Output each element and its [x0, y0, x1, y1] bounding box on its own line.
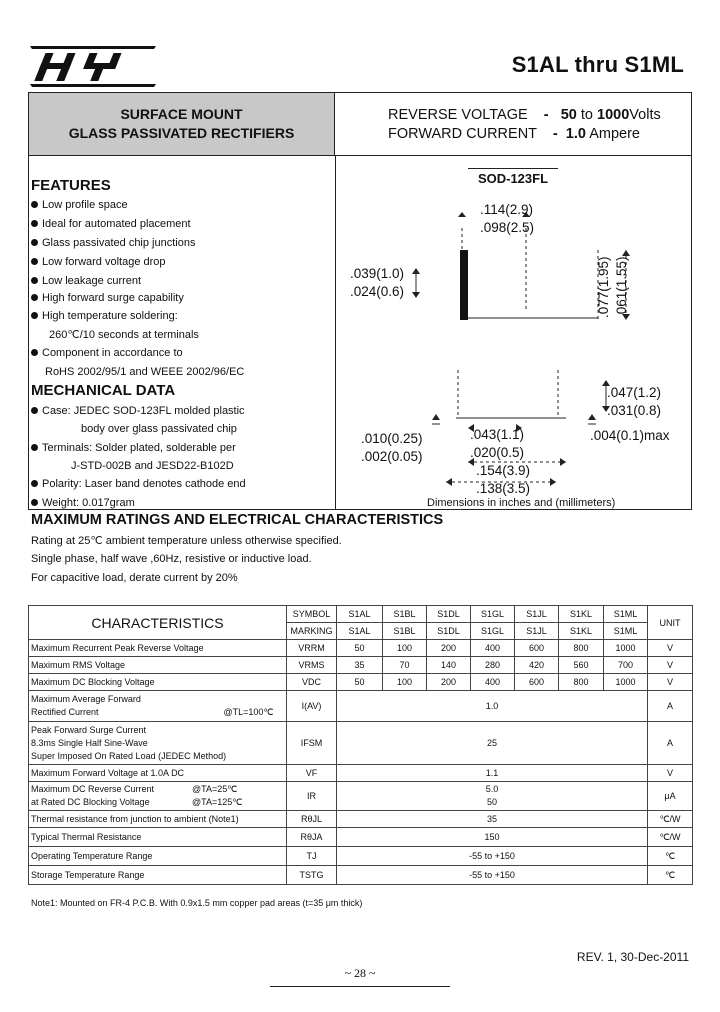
part-header: S1ML	[604, 606, 648, 623]
row-value: 280	[471, 657, 515, 674]
row-desc: Maximum Average Forward Rectified Current @TL=100℃	[29, 691, 287, 722]
page-number: ~ 28 ~	[344, 966, 376, 980]
ratings-summary-box	[335, 93, 691, 156]
bullet-icon	[31, 444, 38, 451]
row-desc: Operating Temperature Range	[29, 847, 287, 866]
row-symbol: VRRM	[287, 640, 337, 657]
feature-item: Low forward voltage drop	[31, 256, 166, 268]
bullet-icon	[31, 407, 38, 414]
feature-item-cont: RoHS 2002/95/1 and WEEE 2002/96/EC	[45, 366, 245, 378]
dim-height-max: .047(1.2)	[607, 385, 662, 400]
bullet-icon	[31, 258, 38, 265]
marking-cell: S1BL	[383, 623, 427, 640]
row-desc: Storage Temperature Range	[29, 866, 287, 885]
row-unit: ℃/W	[648, 828, 693, 847]
row-value: 100	[383, 640, 427, 657]
part-header: S1GL	[471, 606, 515, 623]
row-unit: V	[648, 657, 693, 674]
row-desc: Maximum RMS Voltage	[29, 657, 287, 674]
fc-dash: -	[552, 126, 558, 142]
part-header: S1DL	[427, 606, 471, 623]
fc-value: 1.0	[565, 126, 586, 142]
part-header: S1BL	[383, 606, 427, 623]
package-name: SOD-123FL	[468, 168, 558, 186]
bullet-icon	[31, 277, 38, 284]
table-row	[29, 674, 693, 691]
table-header-row	[29, 606, 693, 623]
rv-unit: Volts	[629, 107, 661, 123]
fc-unit: Ampere	[589, 126, 640, 142]
dim-overall-max: .154(3.9)	[476, 463, 531, 478]
features-title: FEATURES	[31, 177, 111, 194]
row-desc: Thermal resistance from junction to ambient (Note1)	[29, 811, 287, 828]
row-symbol: VRMS	[287, 657, 337, 674]
table-row	[29, 657, 693, 674]
dim-band-max: .039(1.0)	[350, 266, 405, 281]
page-number-rule	[270, 986, 450, 987]
row-value: 1.1	[337, 765, 648, 782]
marking-cell: S1KL	[559, 623, 604, 640]
row-value: 200	[427, 674, 471, 691]
table-row	[29, 640, 693, 657]
marking-cell: S1AL	[337, 623, 383, 640]
row-value: -55 to +150	[337, 847, 648, 866]
marking-cell: S1JL	[515, 623, 559, 640]
row-unit: ℃	[648, 847, 693, 866]
rv-label: REVERSE VOLTAGE	[388, 107, 528, 123]
table-row	[29, 782, 693, 811]
feature-item: High temperature soldering:	[31, 310, 178, 322]
unit-header: UNIT	[648, 606, 693, 640]
row-value: 70	[383, 657, 427, 674]
row-value: 400	[471, 674, 515, 691]
marking-cell: S1DL	[427, 623, 471, 640]
forward-current-line	[388, 126, 640, 142]
row-value: -55 to +150	[337, 866, 648, 885]
row-symbol: VF	[287, 765, 337, 782]
table-row	[29, 765, 693, 782]
mechanical-item: Case: JEDEC SOD-123FL molded plastic	[31, 405, 245, 417]
rv-dash: -	[543, 107, 549, 123]
table-row	[29, 847, 693, 866]
mechanical-item-cont: body over glass passivated chip	[81, 423, 237, 435]
row-value: 1000	[604, 640, 648, 657]
dimensions-note: Dimensions in inches and (millimeters)	[427, 497, 616, 509]
row-symbol: VDC	[287, 674, 337, 691]
part-header: S1KL	[559, 606, 604, 623]
row-value: 150	[337, 828, 648, 847]
product-type-line2: GLASS PASSIVATED RECTIFIERS	[68, 125, 295, 141]
footnote: Note1: Mounted on FR-4 P.C.B. With 0.9x1.5 mm copper pad areas (t=35 μm thick)	[31, 898, 363, 908]
ratings-line: Single phase, half wave ,60Hz, resistive or inductive load.	[31, 553, 312, 565]
dim-width-min: .061(1.55)	[614, 256, 629, 318]
feature-item-cont: 260℃/10 seconds at terminals	[49, 329, 199, 341]
characteristics-table	[28, 605, 693, 885]
row-value: 200	[427, 640, 471, 657]
dim-lead-thick-max: .010(0.25)	[361, 431, 423, 446]
row-value: 400	[471, 640, 515, 657]
ratings-line: For capacitive load, derate current by 20%	[31, 572, 238, 584]
symbol-header: SYMBOL	[287, 606, 337, 623]
row-desc: Typical Thermal Resistance	[29, 828, 287, 847]
part-header: S1JL	[515, 606, 559, 623]
mechanical-item: Weight: 0.017gram	[31, 497, 135, 509]
mechanical-title: MECHANICAL DATA	[31, 382, 176, 399]
row-value: 700	[604, 657, 648, 674]
mechanical-item-cont: J-STD-002B and JESD22-B102D	[71, 460, 234, 472]
bullet-icon	[31, 201, 38, 208]
row-value: 800	[559, 674, 604, 691]
bullet-icon	[31, 294, 38, 301]
row-desc: Maximum Forward Voltage at 1.0A DC	[29, 765, 287, 782]
characteristics-header: CHARACTERISTICS	[29, 606, 287, 640]
dim-body-length-max: .114(2.9)	[480, 202, 534, 217]
row-value: 1.0	[337, 691, 648, 722]
row-value: 50	[337, 640, 383, 657]
table-row	[29, 828, 693, 847]
bullet-icon	[31, 312, 38, 319]
bullet-icon	[31, 220, 38, 227]
fc-label: FORWARD CURRENT	[388, 126, 537, 142]
row-value: 800	[559, 640, 604, 657]
marking-cell: S1GL	[471, 623, 515, 640]
row-symbol: TJ	[287, 847, 337, 866]
table-row	[29, 811, 693, 828]
row-unit: V	[648, 765, 693, 782]
dim-overall-min: .138(3.5)	[476, 481, 531, 496]
row-value: 100	[383, 674, 427, 691]
row-symbol: I(AV)	[287, 691, 337, 722]
ratings-line: Rating at 25℃ ambient temperature unless otherwise specified.	[31, 535, 342, 547]
table-row	[29, 691, 693, 722]
row-value: 50	[337, 674, 383, 691]
dim-lead-len-max: .043(1.1)	[470, 427, 525, 442]
row-desc: Maximum Recurrent Peak Reverse Voltage	[29, 640, 287, 657]
rv-value2: 1000	[597, 107, 630, 123]
marking-header: MARKING	[287, 623, 337, 640]
row-value: 25	[337, 722, 648, 765]
part-header: S1AL	[337, 606, 383, 623]
row-desc: Maximum DC Reverse Current @TA=25℃ at Rated DC Blocking Voltage @TA=125℃	[29, 782, 287, 811]
rv-value: 50	[560, 107, 577, 123]
hy-logo	[28, 42, 158, 88]
row-value: 420	[515, 657, 559, 674]
row-unit: ℃	[648, 866, 693, 885]
row-desc: Maximum DC Blocking Voltage	[29, 674, 287, 691]
feature-item: Ideal for automated placement	[31, 218, 191, 230]
row-unit: A	[648, 691, 693, 722]
row-symbol: IR	[287, 782, 337, 811]
bullet-icon	[31, 499, 38, 506]
row-value: 35	[337, 811, 648, 828]
feature-item: Low leakage current	[31, 275, 141, 287]
row-value: 5.0 50	[337, 782, 648, 811]
row-value: 140	[427, 657, 471, 674]
row-value: 600	[515, 640, 559, 657]
feature-item: Component in accordance to	[31, 347, 183, 359]
table-row	[29, 866, 693, 885]
feature-item: Glass passivated chip junctions	[31, 237, 195, 249]
feature-item: High forward surge capability	[31, 292, 184, 304]
row-symbol: RθJL	[287, 811, 337, 828]
row-value: 600	[515, 674, 559, 691]
row-value: 35	[337, 657, 383, 674]
dim-band-min: .024(0.6)	[350, 284, 405, 299]
row-value: 560	[559, 657, 604, 674]
row-unit: μA	[648, 782, 693, 811]
product-type-line1: SURFACE MOUNT	[120, 106, 243, 122]
mechanical-item: Terminals: Solder plated, solderable per	[31, 442, 236, 454]
table-row	[29, 722, 693, 765]
dim-width-max: .077(1.95)	[596, 256, 611, 318]
part-title: S1AL thru S1ML	[511, 52, 684, 77]
row-unit: ℃/W	[648, 811, 693, 828]
bullet-icon	[31, 349, 38, 356]
ratings-title: MAXIMUM RATINGS AND ELECTRICAL CHARACTERISTICS	[31, 512, 444, 528]
dim-lead-len-min: .020(0.5)	[470, 445, 525, 460]
reverse-voltage-line	[388, 107, 661, 123]
mechanical-item: Polarity: Laser band denotes cathode end	[31, 478, 246, 490]
row-unit: V	[648, 674, 693, 691]
row-unit: A	[648, 722, 693, 765]
dim-standoff: .004(0.1)max	[590, 428, 670, 443]
bullet-icon	[31, 239, 38, 246]
revision: REV. 1, 30-Dec-2011	[576, 950, 689, 964]
dim-body-length-min: .098(2.5)	[480, 220, 535, 235]
feature-item: Low profile space	[31, 199, 128, 211]
row-unit: V	[648, 640, 693, 657]
row-value: 1000	[604, 674, 648, 691]
bullet-icon	[31, 480, 38, 487]
row-desc: Peak Forward Surge Current 8.3ms Single Half Sine-Wave Super Imposed On Rated Load (JEDEC Method)	[29, 722, 287, 765]
row-symbol: TSTG	[287, 866, 337, 885]
row-symbol: RθJA	[287, 828, 337, 847]
rv-to: to	[580, 107, 593, 123]
dim-height-min: .031(0.8)	[607, 403, 662, 418]
product-type-box	[29, 93, 335, 156]
marking-cell: S1ML	[604, 623, 648, 640]
dim-lead-thick-min: .002(0.05)	[361, 449, 423, 464]
row-symbol: IFSM	[287, 722, 337, 765]
